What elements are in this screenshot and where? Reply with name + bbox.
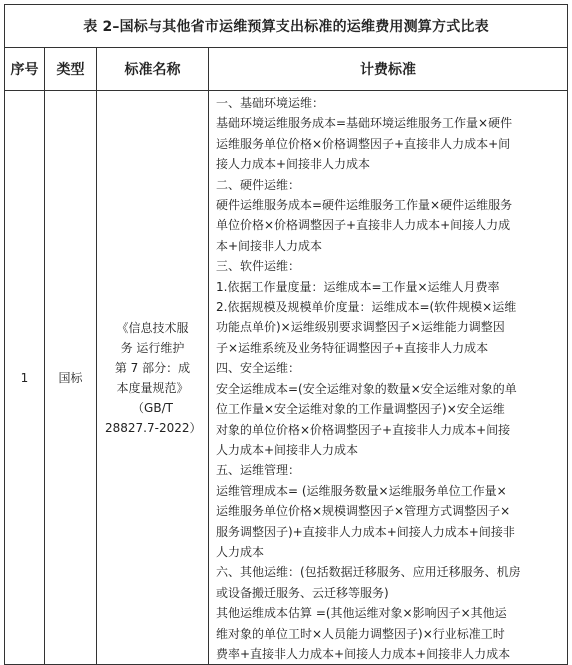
standard-name-text [97,318,208,438]
fee-standard-line: 1.依据工作量度量：运维成本=工作量×运维人月费率 [216,279,500,294]
cost-comparison-table [4,4,567,660]
fee-standard-line: 费率+直接非人力成本+间接人力成本+间接非人力成本 [216,646,511,661]
fee-standard-line: 运维服务单位价格×规模调整因子×管理方式调整因子× [216,504,511,519]
row-standard-name [97,91,209,665]
fee-standard-line: 六、其他运维：(包括数据迁移服务、应用迁移服务、机房 [216,565,521,580]
standard-name-line: 28827.7-2022） [105,420,202,435]
fee-standard-line: 基础环境运维服务成本=基础环境运维服务工作量×硬件 [216,116,513,131]
table-row [5,91,568,665]
fee-standard-line: 人力成本 [216,544,265,559]
header-standard-name: 标准名称 [97,48,209,91]
fee-standard-line: 硬件运维服务成本=硬件运维服务工作量×硬件运维服务 [216,198,513,213]
table-caption: 表 2–国标与其他省市运维预算支出标准的运维费用测算方式比表 [5,5,568,48]
fee-standard-line: 服务调整因子)+直接非人力成本+间接人力成本+间接非 [216,524,515,539]
fee-standard-line: 或设备搬迁服务、云迁移等服务) [216,585,389,600]
row-type: 国标 [45,91,97,665]
standard-name-line: （GB/T [132,400,173,415]
fee-standard-line: 运维服务单位价格×价格调整因子+直接非人力成本+间 [216,136,511,151]
standard-name-line: 本度量规范》 [116,380,189,395]
fee-standard-line: 维对象的单位工时×人员能力调整因子)×行业标准工时 [216,626,505,641]
fee-standard-line: 三、软件运维： [216,259,301,274]
header-fee-standard: 计费标准 [209,48,568,91]
fee-standard-line: 子×运维系统及业务特征调整因子+直接非人力成本 [216,340,489,355]
fee-standard-line: 接人力成本+间接非人力成本 [216,157,371,172]
row-fee-standard [209,91,568,665]
fee-standard-line: 一、基础环境运维： [216,96,325,110]
standard-name-line: 《信息技术服 [116,320,189,335]
table [4,4,568,665]
header-row [5,48,568,91]
fee-standard-line: 四、安全运维： [216,361,301,376]
fee-standard-line: 五、运维管理： [216,463,301,478]
fee-standard-line: 运维管理成本= (运维服务数量×运维服务单位工作量× [216,483,507,498]
standard-name-line: 务 运行维护 [120,340,185,355]
row-index: 1 [5,91,45,665]
caption-row [5,5,568,48]
fee-standard-line: 功能点单价)×运维级别要求调整因子×运维能力调整因 [216,320,505,335]
fee-standard-line: 二、硬件运维： [216,177,301,192]
fee-standard-line: 2.依据规模及规模单价度量：运维成本=(软件规模×运维 [216,300,517,315]
fee-standard-line: 单位价格×价格调整因子+直接非人力成本+间接人力成 [216,218,511,233]
fee-standard-line: 对象的单位价格×价格调整因子+直接非人力成本+间接 [216,422,511,437]
fee-standard-line: 位工作量×安全运维对象的工作量调整因子)×安全运维 [216,402,505,417]
fee-standard-line: 人力成本+间接非人力成本 [216,442,359,457]
header-type: 类型 [45,48,97,91]
standard-name-line: 第 7 部分：成 [114,360,191,375]
fee-standard-line: 安全运维成本=(安全运维对象的数量×安全运维对象的单 [216,381,517,396]
header-index: 序号 [5,48,45,91]
fee-standard-line: 本+间接非人力成本 [216,238,323,253]
fee-standard-line: 其他运维成本估算 =(其他运维对象×影响因子×其他运 [216,606,507,621]
